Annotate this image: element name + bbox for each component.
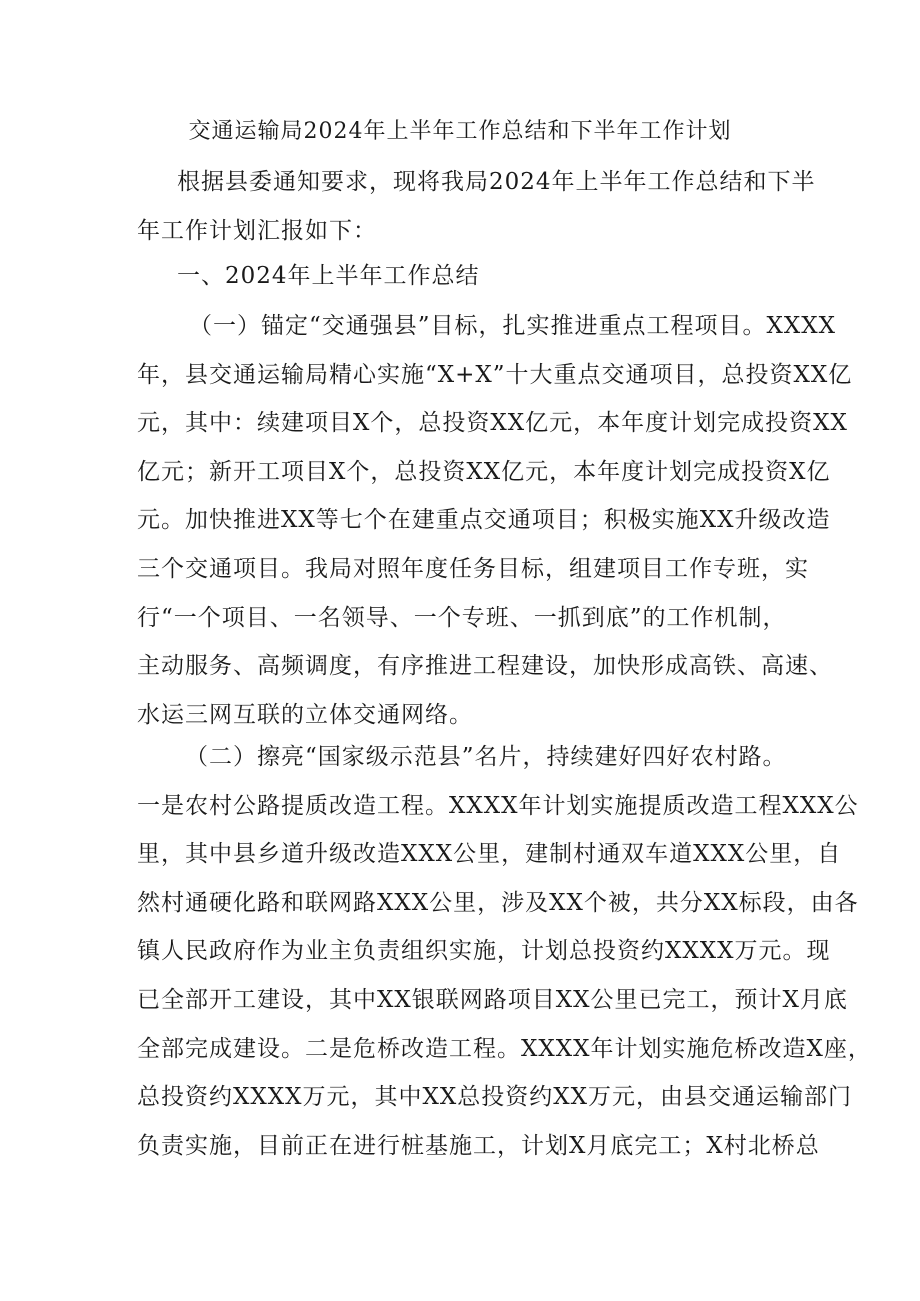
section-heading-block bbox=[137, 252, 797, 301]
paragraph-2-line-8: 总投资约XXXX万元，其中XX总投资约XX万元，由县交通运输部门 bbox=[137, 1084, 852, 1111]
paragraph-2-line-7: 全部完成建设。二是危桥改造工程。XXXX年计划实施危桥改造X座， bbox=[137, 1035, 872, 1062]
paragraph-2-line-4: 然村通硬化路和联网路XXX公里，涉及XX个被，共分XX标段，由各 bbox=[137, 889, 859, 916]
section-heading: 一、2024年上半年工作总结 bbox=[177, 263, 480, 289]
document-title: 交通运输局2024年上半年工作总结和下半年工作计划 bbox=[188, 119, 732, 144]
paragraph-1-line-5: 元。加快推进XX等七个在建重点交通项目；积极实施XX升级改造 bbox=[137, 507, 831, 534]
paragraph-1-line-1: （一）锚定“交通强县”目标，扎实推进重点工程项目。XXXX bbox=[189, 313, 837, 339]
paragraph-1-line-4: 亿元；新开工项目X个，总投资XX亿元，本年度计划完成投资X亿 bbox=[137, 458, 831, 485]
paragraph-1-line-8: 主动服务、高频调度，有序推进工程建设，加快形成高铁、高速、 bbox=[137, 653, 833, 680]
paragraph-2-line-3: 里，其中县乡道升级改造XXX公里，建制村通双车道XXX公里，自 bbox=[137, 841, 842, 868]
paragraph-2-line-2: 一是农村公路提质改造工程。XXXX年计划实施提质改造工程XXX公 bbox=[137, 792, 859, 819]
intro-line-2: 年工作计划汇报如下： bbox=[137, 217, 377, 244]
paragraph-2-line-5: 镇人民政府作为业主负责组织实施，计划总投资约XXXX万元。现 bbox=[137, 938, 831, 965]
paragraph-2-line-6: 已全部开工建设，其中XX银联网路项目XX公里已完工，预计X月底 bbox=[137, 986, 848, 1013]
paragraph-1 bbox=[137, 302, 853, 739]
paragraph-2-line-9: 负责实施，目前正在进行桩基施工，计划X月底完工；X村北桥总 bbox=[137, 1132, 820, 1159]
paragraph-1-line-7: 行“一个项目、一名领导、一个专班、一抓到底”的工作机制， bbox=[137, 604, 787, 631]
paragraph-1-line-2: 年，县交通运输局精心实施“X+X”十大重点交通项目，总投资XX亿 bbox=[137, 361, 853, 388]
paragraph-2-line-1: （二）擦亮“国家级示范县”名片，持续建好四好农村路。 bbox=[185, 744, 787, 770]
paragraph-1-line-6: 三个交通项目。我局对照年度任务目标，组建项目工作专班，实 bbox=[137, 555, 809, 582]
paragraph-1-line-9: 水运三网互联的立体交通网络。 bbox=[137, 701, 473, 728]
paragraph-2 bbox=[137, 733, 872, 1170]
intro-line-1: 根据县委通知要求，现将我局2024年上半年工作总结和下半 bbox=[177, 169, 816, 195]
paragraph-1-line-3: 元，其中：续建项目X个，总投资XX亿元，本年度计划完成投资XX bbox=[137, 410, 848, 437]
intro-paragraph bbox=[137, 158, 816, 255]
